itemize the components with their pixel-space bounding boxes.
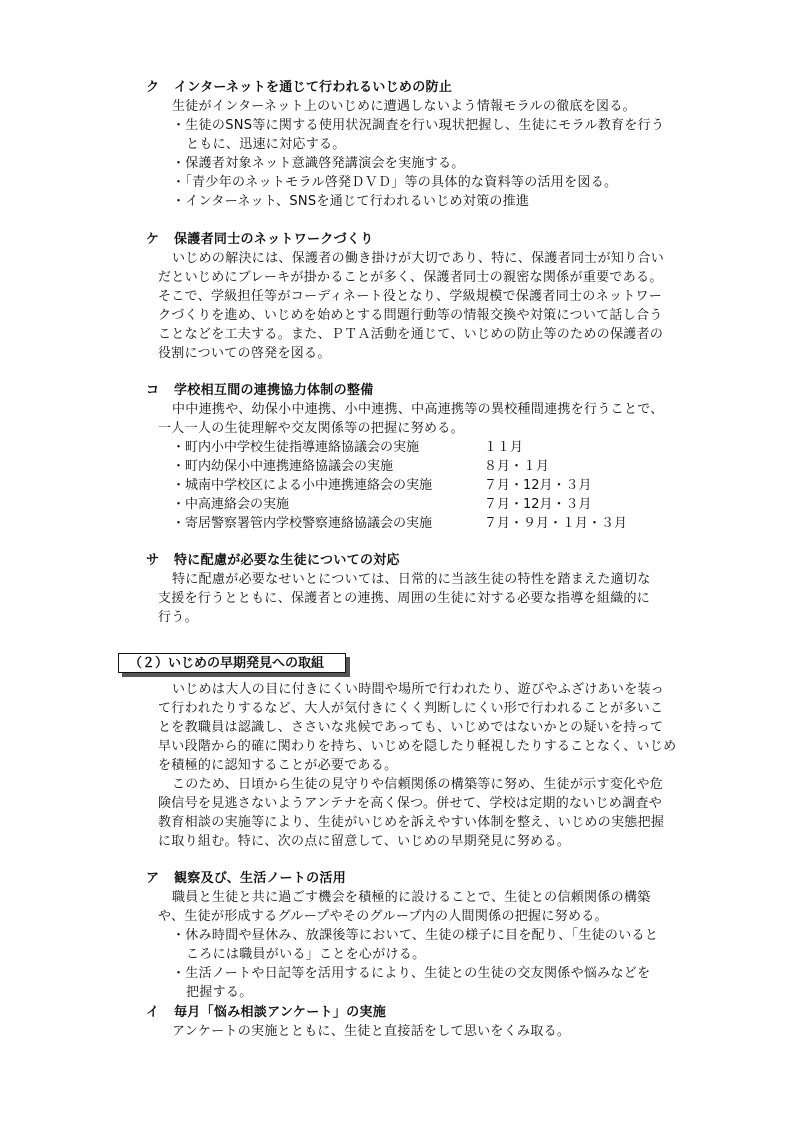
section-sa-title: 特に配慮が必要な生徒についての対応: [174, 553, 400, 568]
section-ke-title: 保護者同士のネットワークづくり: [174, 232, 374, 247]
section-ku-line: ともに、迅速に対応する。: [186, 137, 346, 152]
section-a-line: 職員と生徒と共に過ごす機会を積極的に設けることで、生徒との信頼関係の構築: [172, 890, 651, 905]
early-detection-line: 早い段階から的確に関わりを持ち、いじめを隠したり軽視したりすることなく、いじめ: [158, 739, 677, 754]
section-a-marker: ア: [146, 871, 160, 886]
section-ko-line: 中中連携や、幼保小中連携、小中連携、中高連携等の異校種間連携を行うことで、: [172, 402, 664, 417]
section-ku-line: 生徒がインターネット上のいじめに遭遇しないよう情報モラルの徹底を図る。: [172, 99, 636, 114]
section-ku-line: ・インターネット、SNSを通じて行われるいじめ対策の推進: [172, 194, 530, 209]
early-detection-line: を積極的に認知することが必要である。: [158, 758, 398, 773]
early-detection-line: このため、日頃から生徒の見守りや信頼関係の構築等に努め、生徒が示す変化や危: [172, 777, 664, 792]
meeting-name: ・城南中学校区による小中連携連絡会の実施: [172, 478, 433, 493]
section-i-title: 毎月「悩み相談アンケート」の実施: [174, 1005, 387, 1020]
section-sa-line: 行う。: [158, 610, 198, 625]
section-a-heading: [146, 869, 346, 888]
section-ko-line: 一人一人の生徒理解や交友関係等の把握に努める。: [158, 421, 464, 436]
early-detection-line: とを教職員は認識し、ささいな兆候であっても、いじめではないかとの疑いを持って: [158, 720, 664, 735]
meeting-name: ・町内幼保小中連携連絡協議会の実施: [172, 459, 394, 474]
section-i-heading: [146, 1003, 386, 1022]
section-a-line: や、生徒が形成するグループやそのグループ内の人間関係の把握に努める。: [158, 909, 608, 924]
early-detection-line: に取り組む。特に、次の点に留意して、いじめの早期発見に努める。: [158, 834, 571, 849]
section-ke-line: 役割についての啓発を図る。: [158, 346, 331, 361]
section-ku-line: ・保護者対象ネット意識啓発講演会を実施する。: [172, 156, 465, 171]
meeting-months: ８月・１月: [484, 459, 550, 474]
section-ko-title: 学校相互間の連携協力体制の整備: [174, 383, 374, 398]
section-ku-line: ・生徒のSNS等に関する使用状況調査を行い現状把握し、生徒にモラル教育を行う: [172, 118, 665, 133]
section-a-line: ・生活ノートや日記等を活用するにより、生徒との生徒の交友関係や悩みなどを: [172, 966, 651, 981]
section-ke-marker: ケ: [146, 232, 160, 247]
section-i-marker: イ: [146, 1005, 160, 1020]
meeting-name: ・寄居警察署管内学校警察連絡協議会の実施: [172, 516, 433, 531]
section-sa-marker: サ: [146, 553, 160, 568]
meeting-name: ・中高連絡会の実施: [172, 497, 290, 512]
early-detection-line: 険信号を見逃さないようアンテナを高く保つ。併せて、学校は定期的ないじめ調査や: [158, 796, 663, 811]
early-detection-line: 教育相談の実施等により、生徒がいじめを訴えやすい体制を整え、いじめの実態把握: [158, 815, 665, 830]
section-ke-line: そこで、学級担任等がコーディネート役となり、学級規模で保護者同士のネットワー: [158, 289, 663, 304]
section-2-heading: （２）いじめの早期発見への取組: [118, 653, 346, 673]
section-ku-heading: [146, 78, 452, 97]
section-sa-line: 特に配慮が必要なせいとについては、日常的に当該生徒の特性を踏まえた適切な: [172, 572, 651, 587]
section-sa-line: 支援を行うとともに、保護者との連携、周囲の生徒に対する必要な指導を組織的に: [158, 591, 651, 606]
meeting-months: ７月・12月・３月: [484, 497, 592, 512]
section-ku-title: インターネットを通じて行われるいじめの防止: [174, 80, 453, 95]
section-ke-heading: [146, 230, 374, 249]
section-a-line: ころには職員がいる」ことを心がける。: [186, 947, 426, 962]
section-ko-heading: [146, 381, 374, 400]
meeting-months: ７月・12月・３月: [484, 478, 592, 493]
early-detection-line: いじめは大人の目に付きにくい時間や場所で行われたり、遊びやふざけあいを装っ: [172, 682, 665, 697]
section-a-line: 把握する。: [186, 985, 253, 1000]
early-detection-line: て行われたりするなど、大人が気付きにくく判断しにくい形で行われることが多いこ: [158, 701, 664, 716]
section-ku-line: ・「青少年のネットモラル啓発ＤＶＤ」等の具体的な資料等の活用を図る。: [172, 175, 618, 190]
section-ke-line: いじめの解決には、保護者の働き掛けが大切であり、特に、保護者同士が知り合い: [172, 251, 665, 266]
section-ko-marker: コ: [146, 383, 160, 398]
section-a-title: 観察及び、生活ノートの活用: [174, 871, 346, 886]
meeting-name: ・町内小中学校生徒指導連絡協議会の実施: [172, 440, 420, 455]
section-sa-heading: [146, 551, 400, 570]
section-ku-marker: ク: [146, 80, 160, 95]
section-ke-line: クづくりを進め、いじめを始めとする問題行動等の情報交換や対策について話し合う: [158, 308, 663, 323]
section-i-line: アンケートの実施とともに、生徒と直接話をして思いをくみ取る。: [172, 1024, 571, 1039]
section-a-line: ・休み時間や昼休み、放課後等において、生徒の様子に目を配り、「生徒のいると: [172, 928, 659, 943]
section-ke-line: だといじめにブレーキが掛かることが多く、保護者同士の親密な関係が重要である。: [158, 270, 663, 285]
section-ke-line: ことなどを工夫する。また、ＰＴＡ活動を通じて、いじめの防止等のための保護者の: [158, 327, 664, 342]
meeting-months: ７月・９月・１月・３月: [484, 516, 628, 531]
meeting-months: １１月: [484, 440, 524, 455]
